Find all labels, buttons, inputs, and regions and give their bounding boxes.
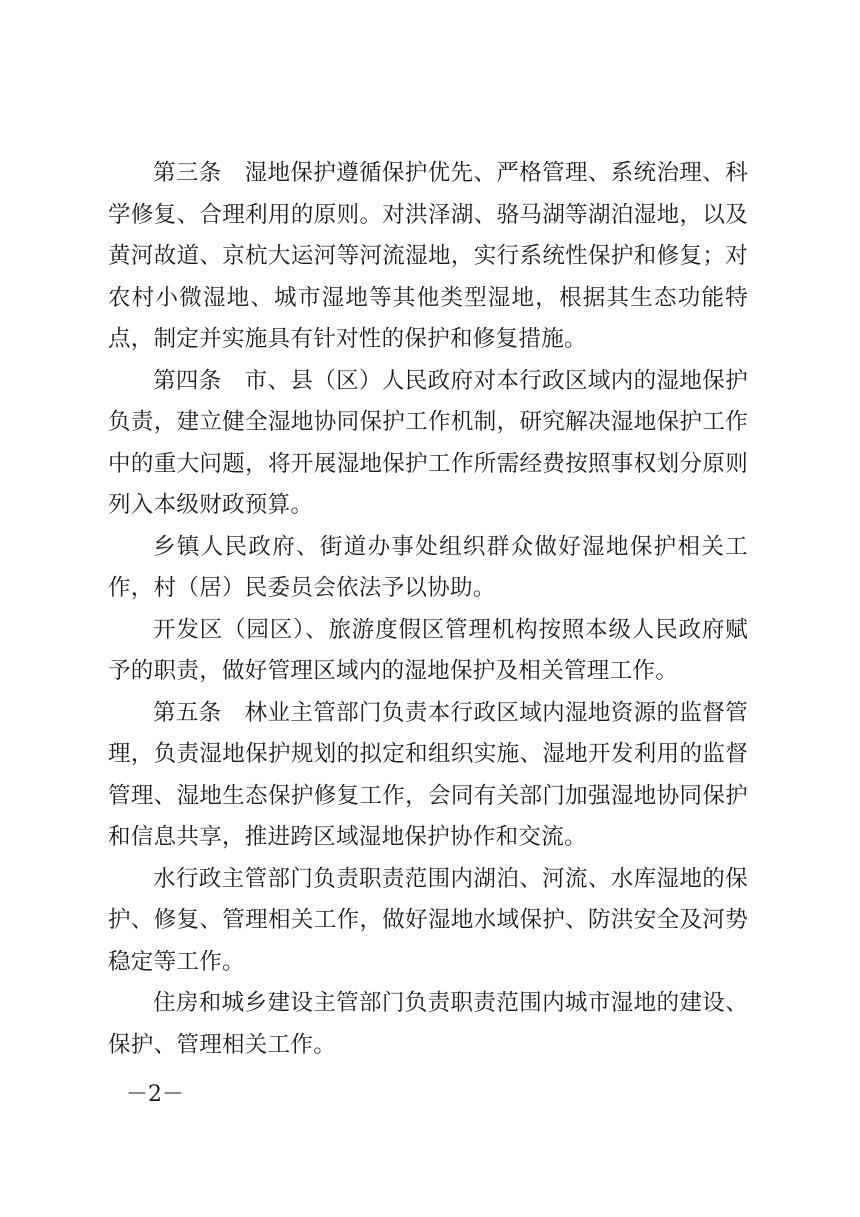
paragraph (108, 527, 748, 610)
paragraph-text: 乡镇人民政府、街道办事处组织群众做好湿地保护相关工作，村（居）民委员会依法予以协助。 (108, 533, 748, 601)
paragraph (108, 983, 748, 1066)
paragraph-text: 开发区（园区）、旅游度假区管理机构按照本级人民政府赋予的职责，做好管理区域内的湿地保护及相关管理工作。 (108, 616, 748, 684)
paragraph-text: 湿地保护遵循保护优先、严格管理、系统治理、科学修复、合理利用的原则。对洪泽湖、骆马湖等湖泊湿地，以及黄河故道、京杭大运河等河流湿地，实行系统性保护和修复；对农村小微湿地、城市湿地等其他类型湿地，根据其生态功能特点，制定并实施具有针对性的保护和修复措施。 (108, 160, 748, 352)
paragraph (108, 859, 748, 984)
article-5-paragraph (108, 693, 748, 859)
article-4-paragraph (108, 361, 748, 527)
paragraph (108, 610, 748, 693)
article-heading: 第五条 (153, 699, 222, 726)
article-3-paragraph (108, 153, 748, 361)
article-heading: 第三条 (153, 160, 222, 186)
paragraph-text: 市、县（区）人民政府对本行政区域内的湿地保护负责，建立健全湿地协同保护工作机制，研究解决湿地保护工作中的重大问题，将开展湿地保护工作所需经费按照事权划分原则列入本级财政预算。 (108, 367, 748, 518)
paragraph-text: 水行政主管部门负责职责范围内湖泊、河流、水库湿地的保护、修复、管理相关工作，做好湿地水域保护、防洪安全及河势稳定等工作。 (108, 865, 748, 975)
article-heading: 第四条 (153, 367, 222, 394)
page-number: －2－ (126, 1082, 184, 1107)
paragraph-text: 住房和城乡建设主管部门负责职责范围内城市湿地的建设、保护、管理相关工作。 (108, 990, 748, 1058)
document-body (108, 153, 748, 1066)
paragraph-text: 林业主管部门负责本行政区域内湿地资源的监督管理，负责湿地保护规划的拟定和组织实施、湿地开发利用的监督管理、湿地生态保护修复工作，会同有关部门加强湿地协同保护和信息共享，推进跨区域湿地保护协作和交流。 (108, 699, 748, 850)
